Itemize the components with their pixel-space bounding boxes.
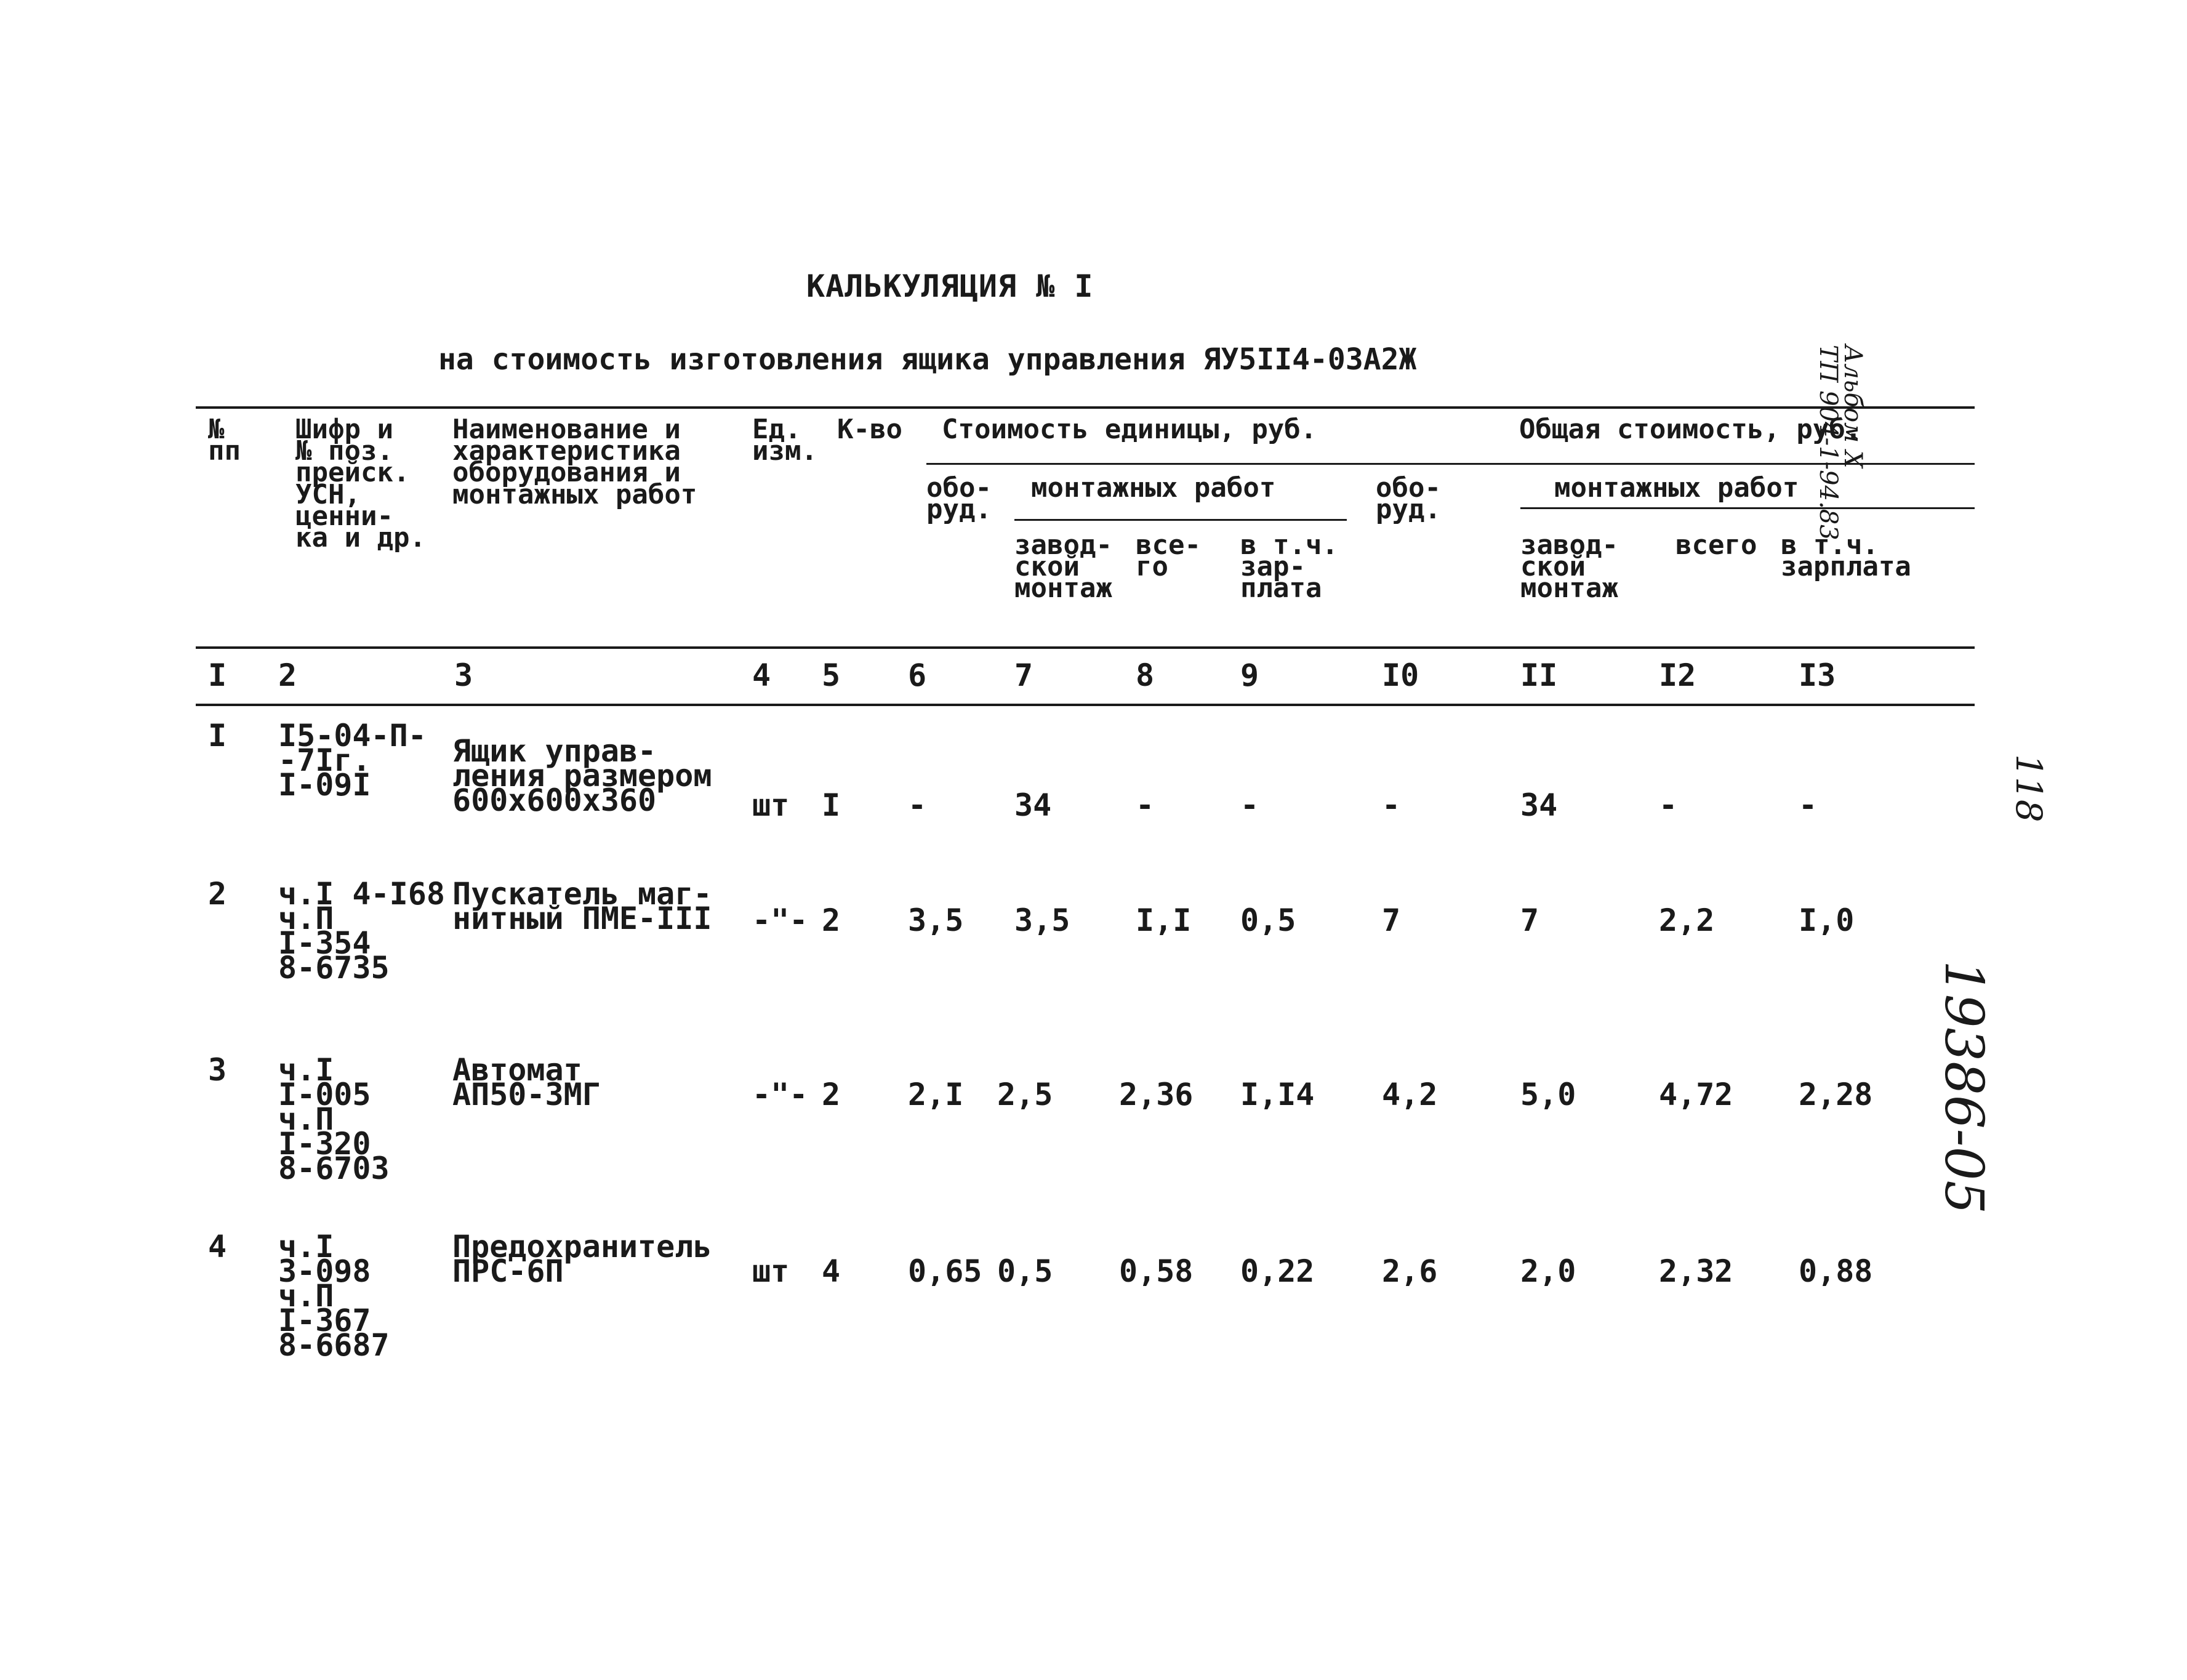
row-unit-equipment: 3,5 <box>908 902 964 938</box>
row-name: Пускатель маг- нитный ПМЕ-III <box>452 876 712 936</box>
row-unit-factory-install: 34 <box>1014 787 1052 823</box>
document-subtitle: на стоимость изготовления ящика управления ЯУ5II4-03А2Ж <box>438 342 1417 377</box>
album-reference: Альбом X ТП 904-1-94.83 <box>1814 345 1867 541</box>
header-unit-factory-install: завод- ской монтаж <box>1014 529 1112 605</box>
row-total-factory-install: 7 <box>1520 902 1539 938</box>
row-total-equipment: 4,2 <box>1382 1077 1438 1112</box>
row-unit-incl-salary: - <box>1240 787 1259 823</box>
row-unit-factory-install: 2,5 <box>997 1077 1053 1112</box>
row-unit-equipment: 2,I <box>908 1077 964 1112</box>
row-unit: -"- <box>752 902 808 938</box>
column-number: I3 <box>1799 657 1836 693</box>
row-total-incl-salary: I,0 <box>1799 902 1855 938</box>
row-unit-factory-install: 3,5 <box>1014 902 1070 938</box>
header-name: Наименование и характеристика оборудования и монтажных работ <box>452 414 697 510</box>
column-numbers-rule <box>196 704 1975 706</box>
row-total-all: - <box>1659 787 1678 823</box>
column-number: 9 <box>1240 657 1259 693</box>
row-total-all: 2,2 <box>1659 902 1715 938</box>
row-total-incl-salary: 0,88 <box>1799 1253 1873 1289</box>
header-unit-equipment: обо- руд. <box>926 472 992 526</box>
row-total-incl-salary: - <box>1799 787 1818 823</box>
row-total-equipment: - <box>1382 787 1401 823</box>
header-bottom-rule <box>196 646 1975 649</box>
row-unit-incl-salary: 0,22 <box>1240 1253 1315 1289</box>
header-unit-all: все- го <box>1136 529 1201 583</box>
row-quantity: 2 <box>822 1077 841 1112</box>
row-name: Автомат АП50-3МГ <box>452 1052 601 1112</box>
column-number: 7 <box>1014 657 1033 693</box>
row-unit-all: I,I <box>1136 902 1192 938</box>
header-code: Шифр и № поз. прейск. УСН, ценни- ка и др. <box>295 414 426 553</box>
row-code: I5-04-П- -7Iг. I-09I <box>278 718 427 803</box>
row-name: Ящик управ- ления размером 600х600х360 <box>452 733 712 818</box>
row-code: ч.I 4-I68 ч.П I-354 8-6735 <box>278 876 445 986</box>
row-total-equipment: 2,6 <box>1382 1253 1438 1289</box>
archive-number: 19386-05 <box>1933 960 1994 1215</box>
row-quantity: I <box>822 787 841 823</box>
row-total-factory-install: 34 <box>1520 787 1558 823</box>
header-unit-install-group: монтажных работ <box>1031 472 1276 504</box>
unit-cost-group-rule <box>926 463 1975 465</box>
row-code: ч.I 3-098 ч.П I-367 8-6687 <box>278 1229 390 1363</box>
column-number: I <box>208 657 227 693</box>
header-total-equipment: обо- руд. <box>1376 472 1441 526</box>
row-total-factory-install: 2,0 <box>1520 1253 1576 1289</box>
header-unit-incl-salary: в т.ч. зар- плата <box>1240 529 1338 605</box>
row-unit-all: - <box>1136 787 1155 823</box>
column-number: 8 <box>1136 657 1155 693</box>
header-total-incl-salary: в т.ч. зарплата <box>1781 529 1911 583</box>
row-unit-incl-salary: 0,5 <box>1240 902 1296 938</box>
column-number: 6 <box>908 657 927 693</box>
row-number: 3 <box>208 1052 227 1088</box>
column-number: 4 <box>752 657 771 693</box>
row-quantity: 4 <box>822 1253 841 1289</box>
row-number: I <box>208 718 227 754</box>
column-number: I2 <box>1659 657 1696 693</box>
row-total-equipment: 7 <box>1382 902 1401 938</box>
column-number: II <box>1520 657 1558 693</box>
header-unit: Ед. изм. <box>752 414 817 467</box>
row-name: Предохранитель ПРС-6П <box>452 1229 712 1289</box>
table-top-rule <box>196 406 1975 409</box>
row-total-factory-install: 5,0 <box>1520 1077 1576 1112</box>
header-total-cost-group: Общая стоимость, руб. <box>1519 414 1862 445</box>
header-total-install-group: монтажных работ <box>1554 472 1799 504</box>
row-unit-equipment: 0,65 <box>908 1253 982 1289</box>
header-quantity: К-во <box>837 414 902 445</box>
row-total-all: 4,72 <box>1659 1077 1733 1112</box>
total-install-group-rule <box>1520 507 1975 509</box>
row-unit-all: 2,36 <box>1119 1077 1194 1112</box>
row-unit-equipment: - <box>908 787 927 823</box>
header-number: № пп <box>208 414 241 467</box>
column-number: 3 <box>454 657 473 693</box>
row-number: 4 <box>208 1229 227 1264</box>
row-total-all: 2,32 <box>1659 1253 1733 1289</box>
document-title: КАЛЬКУЛЯЦИЯ № I <box>806 268 1094 304</box>
row-number: 2 <box>208 876 227 912</box>
row-unit: -"- <box>752 1077 808 1112</box>
header-total-all: всего <box>1675 529 1757 561</box>
column-number: 5 <box>822 657 841 693</box>
column-number: I0 <box>1382 657 1419 693</box>
row-total-incl-salary: 2,28 <box>1799 1077 1873 1112</box>
page-number: 118 <box>2008 754 2050 822</box>
row-unit-all: 0,58 <box>1119 1253 1194 1289</box>
column-number: 2 <box>278 657 297 693</box>
row-unit: шт <box>752 787 790 823</box>
row-unit-factory-install: 0,5 <box>997 1253 1053 1289</box>
row-quantity: 2 <box>822 902 841 938</box>
row-code: ч.I I-005 ч.П I-320 8-6703 <box>278 1052 390 1186</box>
row-unit-incl-salary: I,I4 <box>1240 1077 1315 1112</box>
header-unit-cost-group: Стоимость единицы, руб. <box>942 414 1317 445</box>
unit-install-group-rule <box>1014 519 1347 521</box>
header-total-factory-install: завод- ской монтаж <box>1520 529 1618 605</box>
row-unit: шт <box>752 1253 790 1289</box>
